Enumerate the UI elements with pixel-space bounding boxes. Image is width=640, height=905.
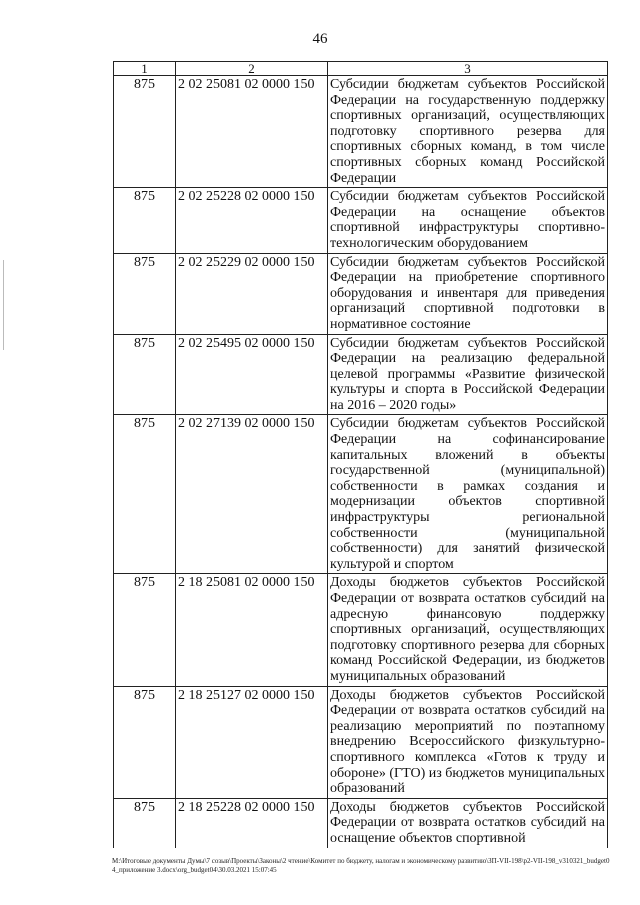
table-row	[114, 798, 608, 847]
admin-code-cell: 875	[114, 415, 176, 574]
scan-margin-mark	[3, 260, 4, 350]
description-cell: Субсидии бюджетам субъектов Российской Федерации на оснащение объектов спортивной инфраструктуры спортивно-технологическим оборудованием	[328, 188, 608, 253]
description-cell: Субсидии бюджетам субъектов Российской Федерации на реализацию федеральной целевой программы «Развитие физической культуры и спорта в Российской Федерации на 2016 – 2020 годы»	[328, 334, 608, 415]
description-cell: Доходы бюджетов субъектов Российской Федерации от возврата остатков субсидий на оснащение объектов спортивной	[328, 798, 608, 847]
description-cell: Доходы бюджетов субъектов Российской Федерации от возврата остатков субсидий на адресную финансовую поддержку спортивных организаций, осуществляющих подготовку спортивного резерва для сборных команд Российской Федерации, из бюджетов муниципальных образований	[328, 574, 608, 686]
revenue-code-cell: 2 02 25495 02 0000 150	[176, 334, 328, 415]
revenue-code-cell: 2 02 25228 02 0000 150	[176, 188, 328, 253]
table-row	[114, 574, 608, 686]
revenue-code-cell: 2 18 25081 02 0000 150	[176, 574, 328, 686]
admin-code-cell: 875	[114, 574, 176, 686]
document-file-path: M:\Итоговые документы Думы\7 созыв\Проекты\Законы\2 чтение\Комитет по бюджету, налогам и экономическому развитию\ЗП-VII-198\р2-VII-198_v310321_budget04_приложение 3.docx\org_budget04\30.03.2021 15:07:45	[112, 857, 610, 874]
column-header-1: 1	[114, 62, 176, 76]
description-cell: Субсидии бюджетам субъектов Российской Федерации на приобретение спортивного оборудования и инвентаря для приведения организаций спортивной подготовки в нормативное состояние	[328, 253, 608, 334]
description-cell: Субсидии бюджетам субъектов Российской Федерации на софинансирование капитальных вложений в объекты государственной (муниципальной) собственности в рамках создания и модернизации объектов спортивной инфраструктуры региональной собственности (муниципальной собственности) для занятий физической культурой и спортом	[328, 415, 608, 574]
description-cell: Субсидии бюджетам субъектов Российской Федерации на государственную поддержку спортивных организаций, осуществляющих подготовку спортивного резерва для спортивных сборных команд, в том числе спортивных сборных команд Российской Федерации	[328, 76, 608, 188]
admin-code-cell: 875	[114, 76, 176, 188]
table-row	[114, 334, 608, 415]
admin-code-cell: 875	[114, 686, 176, 798]
admin-code-cell: 875	[114, 334, 176, 415]
page-number: 46	[312, 31, 328, 47]
revenue-codes-table	[113, 61, 608, 848]
column-header-2: 2	[176, 62, 328, 76]
table-row	[114, 253, 608, 334]
revenue-code-cell: 2 02 25081 02 0000 150	[176, 76, 328, 188]
column-header-3: 3	[328, 62, 608, 76]
revenue-code-cell: 2 02 25229 02 0000 150	[176, 253, 328, 334]
table-row	[114, 188, 608, 253]
table-row	[114, 686, 608, 798]
table-row	[114, 415, 608, 574]
admin-code-cell: 875	[114, 798, 176, 847]
table-header-row	[114, 62, 608, 76]
revenue-code-cell: 2 18 25228 02 0000 150	[176, 798, 328, 847]
revenue-code-cell: 2 02 27139 02 0000 150	[176, 415, 328, 574]
table-row	[114, 76, 608, 188]
revenue-code-cell: 2 18 25127 02 0000 150	[176, 686, 328, 798]
admin-code-cell: 875	[114, 188, 176, 253]
admin-code-cell: 875	[114, 253, 176, 334]
description-cell: Доходы бюджетов субъектов Российской Федерации от возврата остатков субсидий на реализацию мероприятий по поэтапному внедрению Всероссийского физкультурно-спортивного комплекса «Готов к труду и обороне» (ГТО) из бюджетов муниципальных образований	[328, 686, 608, 798]
